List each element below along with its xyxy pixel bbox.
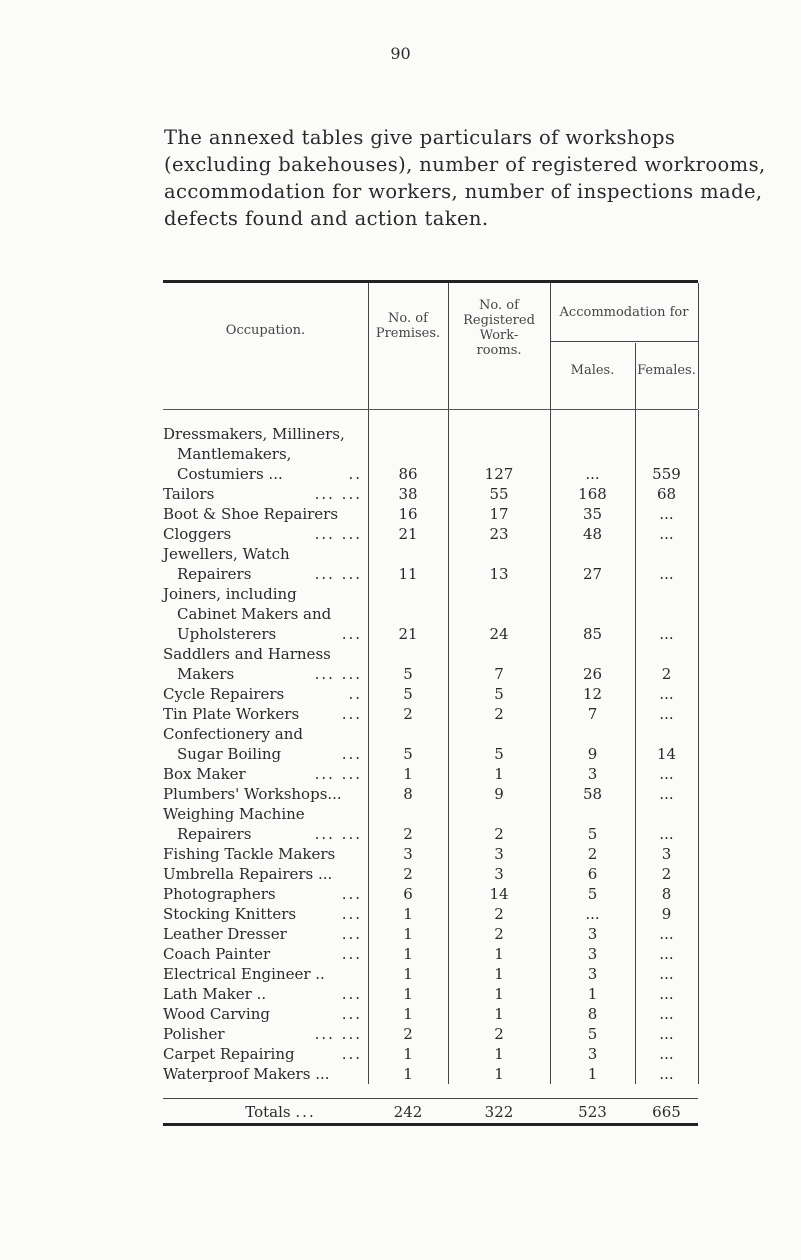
females-cell: ... (659, 1065, 674, 1083)
workrooms-cell: 1 (494, 965, 504, 983)
males-cell: 85 (582, 625, 603, 643)
occupation-cell: Electrical Engineer .. (163, 965, 325, 983)
occupation-cell: Fishing Tackle Makers (163, 845, 336, 863)
premises-cell: 1 (403, 1005, 413, 1023)
premises-cell: 5 (403, 745, 413, 763)
occupation-cell: Box Maker ... ... (163, 765, 362, 783)
workrooms-cell: 9 (494, 785, 504, 803)
males-cell: 1 (587, 985, 598, 1003)
table-row (163, 904, 698, 924)
males-cell: 5 (587, 825, 598, 843)
workrooms-cell: 5 (494, 685, 504, 703)
table-row (163, 784, 698, 804)
table-row (163, 684, 698, 704)
premises-cell: 2 (403, 865, 413, 883)
males-cell: 3 (587, 925, 598, 943)
workrooms-cell: 3 (494, 865, 504, 883)
header-males: Males. (570, 363, 615, 378)
occupation-cell: Saddlers and Harness Makers ... ... (163, 645, 362, 683)
table-row (163, 704, 698, 724)
workrooms-cell: 1 (494, 765, 504, 783)
females-cell: ... (659, 505, 674, 523)
occupation-cell: Polisher ... ... (163, 1025, 362, 1043)
males-cell: 3 (587, 765, 598, 783)
occupation-cell: Dressmakers, Milliners, Mantlemakers, Costumiers ... .. (163, 425, 362, 483)
females-cell: ... (659, 625, 674, 643)
males-cell: 27 (582, 565, 603, 583)
header-occupation: Occupation. (225, 323, 306, 338)
table-row (163, 524, 698, 544)
females-cell: ... (659, 1025, 674, 1043)
females-cell: ... (659, 1005, 674, 1023)
table-row (163, 924, 698, 944)
occupation-cell: Cloggers ... ... (163, 525, 362, 543)
table-row (163, 1024, 698, 1044)
males-cell: 9 (587, 745, 598, 763)
workrooms-cell: 7 (494, 665, 504, 683)
table-row (163, 864, 698, 884)
premises-cell: 1 (403, 765, 413, 783)
premises-cell: 1 (403, 1065, 413, 1083)
premises-cell: 16 (398, 505, 418, 523)
premises-cell: 1 (403, 1045, 413, 1063)
occupation-cell: Carpet Repairing ... (163, 1045, 362, 1063)
occupation-cell: Photographers ... (163, 885, 362, 903)
premises-cell: 1 (403, 945, 413, 963)
females-cell: ... (659, 925, 674, 943)
premises-cell: 2 (403, 705, 413, 723)
females-cell: ... (659, 705, 674, 723)
males-cell: 3 (587, 945, 598, 963)
premises-cell: 6 (403, 885, 413, 903)
table-row (163, 484, 698, 504)
intro-line: (excluding bakehouses), number of registered workrooms, (164, 153, 766, 176)
occupation-cell: Cycle Repairers .. (163, 685, 362, 703)
premises-cell: 2 (403, 825, 413, 843)
premises-cell: 3 (403, 845, 413, 863)
occupation-cell: Leather Dresser ... (163, 925, 362, 943)
females-cell: ... (659, 825, 674, 843)
males-cell: 168 (578, 485, 607, 503)
males-cell: 5 (587, 885, 598, 903)
premises-cell: 1 (403, 925, 413, 943)
header-females: Females. (637, 363, 696, 378)
occupation-cell: Weighing Machine Repairers ... ... (163, 805, 362, 843)
premises-cell: 11 (398, 565, 418, 583)
totals-females: 665 (652, 1103, 681, 1121)
table-row (163, 1004, 698, 1024)
intro-line: The annexed tables give particulars of workshops (164, 126, 676, 149)
males-cell: 3 (587, 1045, 598, 1063)
females-cell: ... (659, 685, 674, 703)
occupation-cell: Boot & Shoe Repairers (163, 505, 339, 523)
males-cell: 48 (582, 525, 603, 543)
females-cell: ... (659, 785, 674, 803)
table-row (163, 644, 698, 684)
totals-males: 523 (578, 1103, 607, 1121)
page-number: 90 (390, 44, 411, 63)
table-row (163, 1044, 698, 1064)
totals-row (163, 1098, 698, 1126)
workrooms-cell: 1 (494, 1005, 504, 1023)
totals-workrooms: 322 (484, 1103, 514, 1121)
intro-line: defects found and action taken. (164, 207, 489, 230)
workrooms-cell: 1 (494, 945, 504, 963)
occupation-cell: Waterproof Makers ... (163, 1065, 330, 1083)
workrooms-cell: 2 (494, 925, 504, 943)
females-cell: 8 (661, 885, 672, 903)
workshops-table (163, 280, 698, 1126)
females-cell: ... (659, 525, 674, 543)
females-cell: 559 (652, 465, 681, 483)
premises-cell: 5 (403, 685, 413, 703)
workrooms-cell: 23 (489, 525, 509, 543)
table-row (163, 964, 698, 984)
table-row (163, 984, 698, 1004)
females-cell: ... (659, 1045, 674, 1063)
workrooms-cell: 24 (489, 625, 509, 643)
males-cell: 26 (582, 665, 603, 683)
females-cell: 9 (661, 905, 672, 923)
males-cell: 1 (587, 1065, 598, 1083)
header-workrooms: No. of Registered Work- rooms. (463, 298, 535, 358)
males-cell: 6 (587, 865, 598, 883)
males-cell: 8 (587, 1005, 598, 1023)
occupation-cell: Umbrella Repairers ... (163, 865, 333, 883)
totals-label: Totals ... (245, 1103, 316, 1121)
females-cell: 68 (656, 485, 677, 503)
workrooms-cell: 1 (494, 1045, 504, 1063)
table-row (163, 544, 698, 584)
premises-cell: 1 (403, 905, 413, 923)
table-header (163, 283, 698, 410)
workrooms-cell: 14 (489, 885, 509, 903)
table-row (163, 424, 698, 484)
table-row (163, 1064, 698, 1084)
header-accommodation: Accommodation for (559, 305, 689, 320)
workrooms-cell: 1 (494, 1065, 504, 1083)
premises-cell: 21 (398, 625, 418, 643)
table-row (163, 844, 698, 864)
table-row (163, 504, 698, 524)
workrooms-cell: 2 (494, 905, 504, 923)
premises-cell: 1 (403, 965, 413, 983)
occupation-cell: Wood Carving ... (163, 1005, 362, 1023)
males-cell: 58 (582, 785, 603, 803)
males-cell: ... (585, 905, 600, 923)
females-cell: 2 (661, 865, 672, 883)
females-cell: ... (659, 965, 674, 983)
females-cell: ... (659, 985, 674, 1003)
table-row (163, 884, 698, 904)
header-premises: No. of Premises. (375, 311, 441, 341)
males-cell: 7 (587, 705, 598, 723)
table-body (163, 410, 698, 1084)
table-row (163, 724, 698, 764)
females-cell: 3 (661, 845, 672, 863)
table-row (163, 764, 698, 784)
females-cell: ... (659, 565, 674, 583)
workrooms-cell: 2 (494, 825, 504, 843)
males-cell: ... (585, 465, 600, 483)
males-cell: 35 (582, 505, 603, 523)
workrooms-cell: 13 (489, 565, 509, 583)
totals-premises: 242 (393, 1103, 423, 1121)
table-row (163, 944, 698, 964)
premises-cell: 86 (398, 465, 418, 483)
occupation-cell: Jewellers, Watch Repairers ... ... (163, 545, 362, 583)
males-cell: 3 (587, 965, 598, 983)
females-cell: 2 (661, 665, 672, 683)
workrooms-cell: 5 (494, 745, 504, 763)
occupation-cell: Tailors ... ... (163, 485, 362, 503)
females-cell: ... (659, 945, 674, 963)
table-row (163, 804, 698, 844)
occupation-cell: Stocking Knitters ... (163, 905, 362, 923)
workrooms-cell: 17 (489, 505, 509, 523)
intro-paragraph (164, 124, 774, 232)
males-cell: 12 (582, 685, 603, 703)
table-row (163, 584, 698, 644)
premises-cell: 2 (403, 1025, 413, 1043)
occupation-cell: Tin Plate Workers ... (163, 705, 362, 723)
occupation-cell: Coach Painter ... (163, 945, 362, 963)
occupation-cell: Plumbers' Workshops... (163, 785, 342, 803)
premises-cell: 21 (398, 525, 418, 543)
occupation-cell: Lath Maker .. ... (163, 985, 362, 1003)
males-cell: 2 (587, 845, 598, 863)
occupation-cell: Joiners, including Cabinet Makers and Upholsterers ... (163, 585, 362, 643)
premises-cell: 1 (403, 985, 413, 1003)
males-cell: 5 (587, 1025, 598, 1043)
workrooms-cell: 127 (484, 465, 514, 483)
workrooms-cell: 2 (494, 1025, 504, 1043)
females-cell: ... (659, 765, 674, 783)
workrooms-cell: 1 (494, 985, 504, 1003)
workrooms-cell: 3 (494, 845, 504, 863)
premises-cell: 5 (403, 665, 413, 683)
premises-cell: 38 (398, 485, 418, 503)
occupation-cell: Confectionery and Sugar Boiling ... (163, 725, 362, 763)
workrooms-cell: 55 (489, 485, 509, 503)
workrooms-cell: 2 (494, 705, 504, 723)
premises-cell: 8 (403, 785, 413, 803)
intro-line: accommodation for workers, number of inspections made, (164, 180, 763, 203)
females-cell: 14 (656, 745, 677, 763)
